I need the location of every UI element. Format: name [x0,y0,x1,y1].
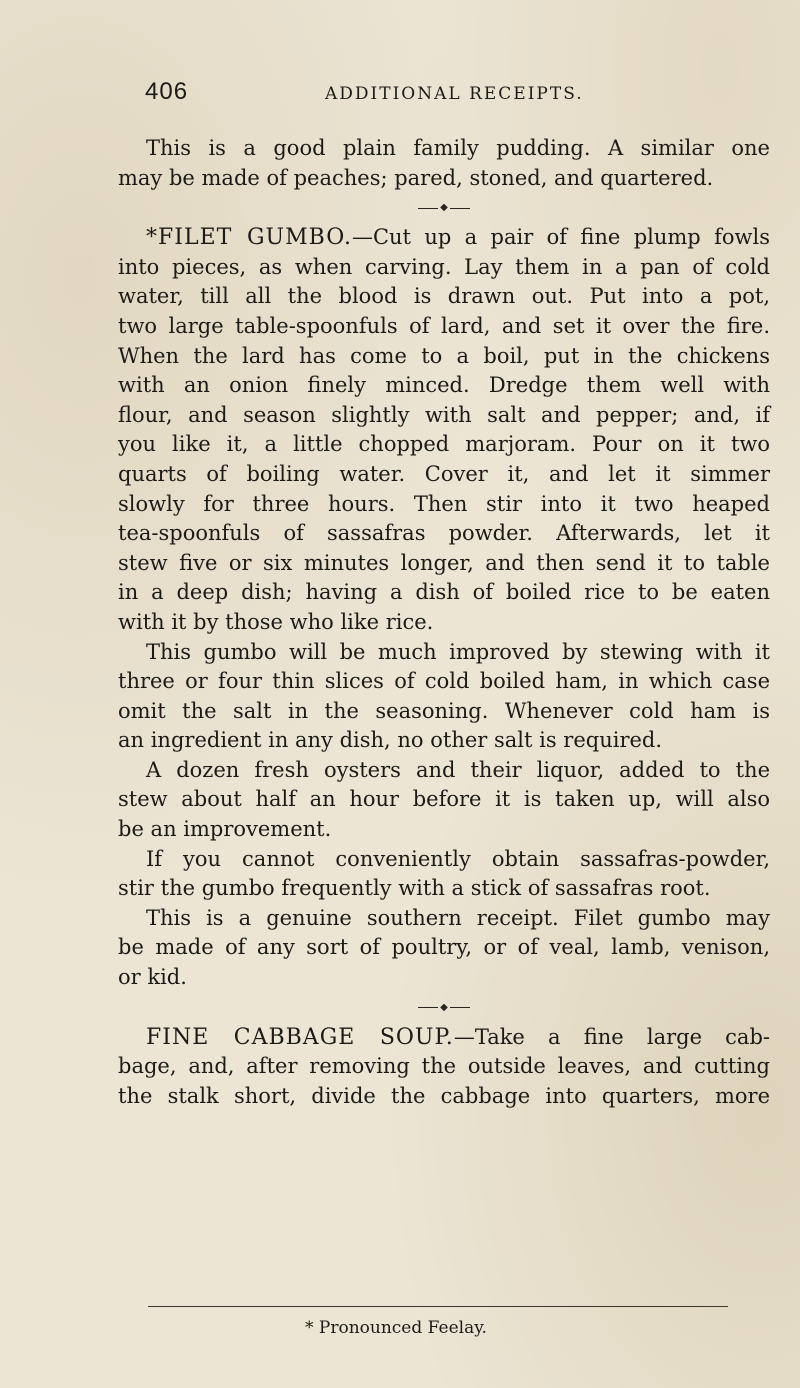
text-line: omit the salt in the seasoning. Whenever cold ham is [118,698,770,723]
text-line: into pieces, as when carving. Lay them in a pan of cold [118,254,770,279]
footnote-rule [148,1306,728,1307]
text-line: be an improvement. [118,817,332,842]
text-line: When the lard has come to a boil, put in the chickens [118,343,770,368]
recipe-heading-filet-gumbo: *FILET GUMBO. [146,225,352,251]
text-line: be made of any sort of poultry, or of veal, lamb, venison, [118,935,770,960]
text-line: the stalk short, divide the cabbage into quarters, more [118,1083,770,1108]
text-line: bage, and, after removing the outside leaves, and cutting [118,1054,770,1079]
text-line: flour, and season slightly with salt and pepper; and, if [118,402,770,427]
text-line: water, till all the blood is drawn out. Put into a pot, [118,284,770,309]
recipe-heading-cabbage-soup: FINE CABBAGE SOUP. [146,1024,454,1050]
section-divider: ◆ [118,193,770,223]
text-line-run: —Cut up a pair of fine plump fowls [351,225,770,250]
text-line: This is a good plain family pudding. A similar one [146,136,770,160]
text-line: or kid. [118,965,187,990]
text-line: you like it, a little chopped marjoram. Pour on it two [118,432,770,457]
text-line [118,223,770,253]
section-divider: ◆ [118,993,770,1023]
text-line: three or four thin slices of cold boiled ham, in which case [118,669,770,694]
text-line [118,1023,770,1053]
text-line: If you cannot conveniently obtain sassafras-powder, [146,846,770,871]
text-line: This gumbo will be much improved by stewing with it [146,639,770,664]
text-line: A dozen fresh oysters and their liquor, added to the [146,757,770,782]
text-line: an ingredient in any dish, no other salt is required. [118,728,663,753]
text-line: two large table-spoonfuls of lard, and set it over the fire. [118,313,770,338]
text-line: quarts of boiling water. Cover it, and let it simmer [118,461,770,486]
text-line: slowly for three hours. Then stir into it two heaped [118,491,770,516]
text-line: This is a genuine southern receipt. Filet gumbo may [146,905,770,930]
text-line: in a deep dish; having a dish of boiled rice to be eaten [118,580,770,605]
running-head: ADDITIONAL RECEIPTS. [325,84,584,104]
page-number: 406 [145,78,189,105]
text-line: stew about half an hour before it is taken up, will also [118,787,770,812]
text-line: stew five or six minutes longer, and then send it to table [118,550,770,575]
text-line-run: —Take a fine large cab- [453,1024,770,1049]
page-header [145,78,685,118]
text-line: with it by those who like rice. [118,609,434,634]
text-line: tea-spoonfuls of sassafras powder. Afterwards, let it [118,521,770,546]
text-line: stir the gumbo frequently with a stick of sassafras root. [118,876,711,901]
text-line: may be made of peaches; pared, stoned, and quartered. [118,165,714,190]
body-text [118,134,770,1111]
footnote: * Pronounced Feelay. [305,1318,487,1338]
text-line: with an onion finely minced. Dredge them well with [118,373,770,398]
